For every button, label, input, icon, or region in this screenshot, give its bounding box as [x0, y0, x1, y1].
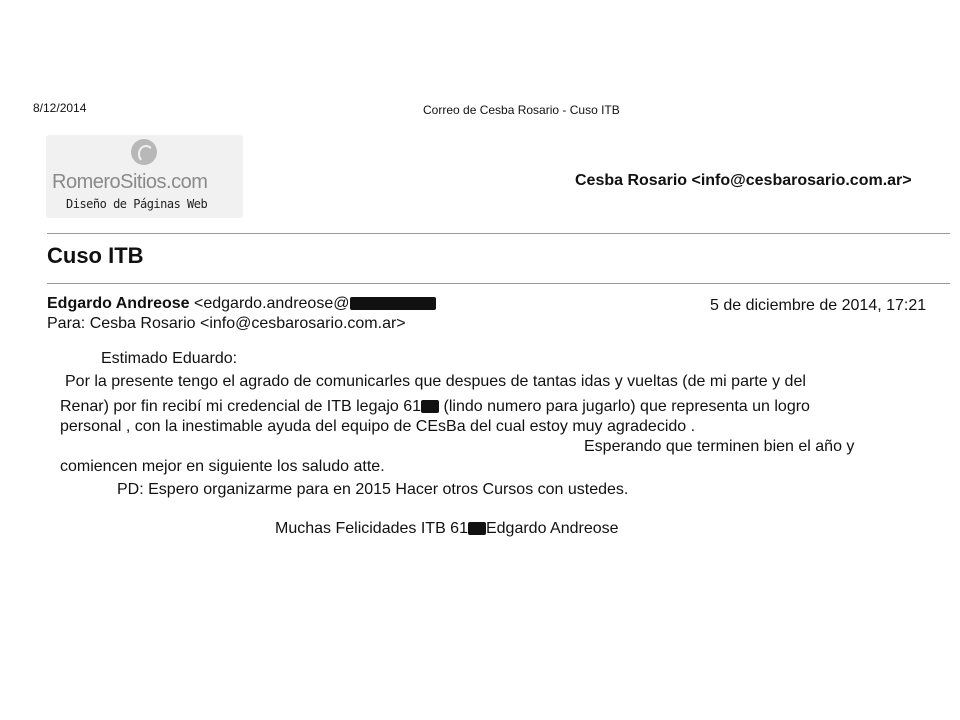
body-line: Esperando que terminen bien el año y	[584, 438, 855, 455]
logo-name: RomeroSitios.com	[52, 171, 208, 193]
sender-email: <edgardo.andreose@	[194, 295, 350, 312]
message-date: 5 de diciembre de 2014, 17:21	[710, 297, 927, 314]
redaction-mark	[350, 297, 436, 310]
body-line: Por la presente tengo el agrado de comunicarles que despues de tantas idas y vueltas (de mi parte y del	[65, 373, 806, 390]
logo-circle-icon	[131, 139, 157, 165]
body-line	[60, 398, 810, 416]
print-title: Correo de Cesba Rosario - Cuso ITB	[423, 103, 620, 117]
body-text: (lindo numero para jugarlo) que representa un logro	[439, 398, 810, 415]
recipient-label: Para:	[47, 315, 86, 332]
greeting: Estimado Eduardo:	[101, 350, 238, 367]
logo-subtitle: Diseño de Páginas Web	[66, 197, 208, 211]
redaction-mark	[421, 400, 439, 413]
signoff-name: Edgardo Andreose	[485, 520, 619, 537]
body-text: Renar) por fin recibí mi credencial de ITB legajo 61	[60, 398, 422, 415]
postscript: PD: Espero organizarme para en 2015 Hacer otros Cursos con ustedes.	[117, 481, 629, 498]
account-address: Cesba Rosario <info@cesbarosario.com.ar>	[575, 172, 912, 189]
sender-name: Edgardo Andreose	[47, 295, 190, 312]
divider	[47, 233, 950, 234]
divider	[47, 283, 950, 284]
recipient-value: Cesba Rosario <info@cesbarosario.com.ar>	[89, 315, 406, 332]
romerositios-logo	[46, 135, 243, 218]
body-line: comiencen mejor en siguiente los saludo atte.	[60, 458, 385, 475]
sender-line	[47, 295, 436, 313]
redaction-mark	[468, 522, 486, 535]
recipient-line	[47, 315, 406, 333]
email-subject: Cuso ITB	[47, 243, 144, 268]
print-date: 8/12/2014	[33, 101, 87, 115]
body-line: personal , con la inestimable ayuda del equipo de CEsBa del cual estoy muy agradecido .	[60, 418, 696, 435]
signoff	[275, 520, 619, 538]
signoff-text: Muchas Felicidades ITB 61	[275, 520, 468, 537]
